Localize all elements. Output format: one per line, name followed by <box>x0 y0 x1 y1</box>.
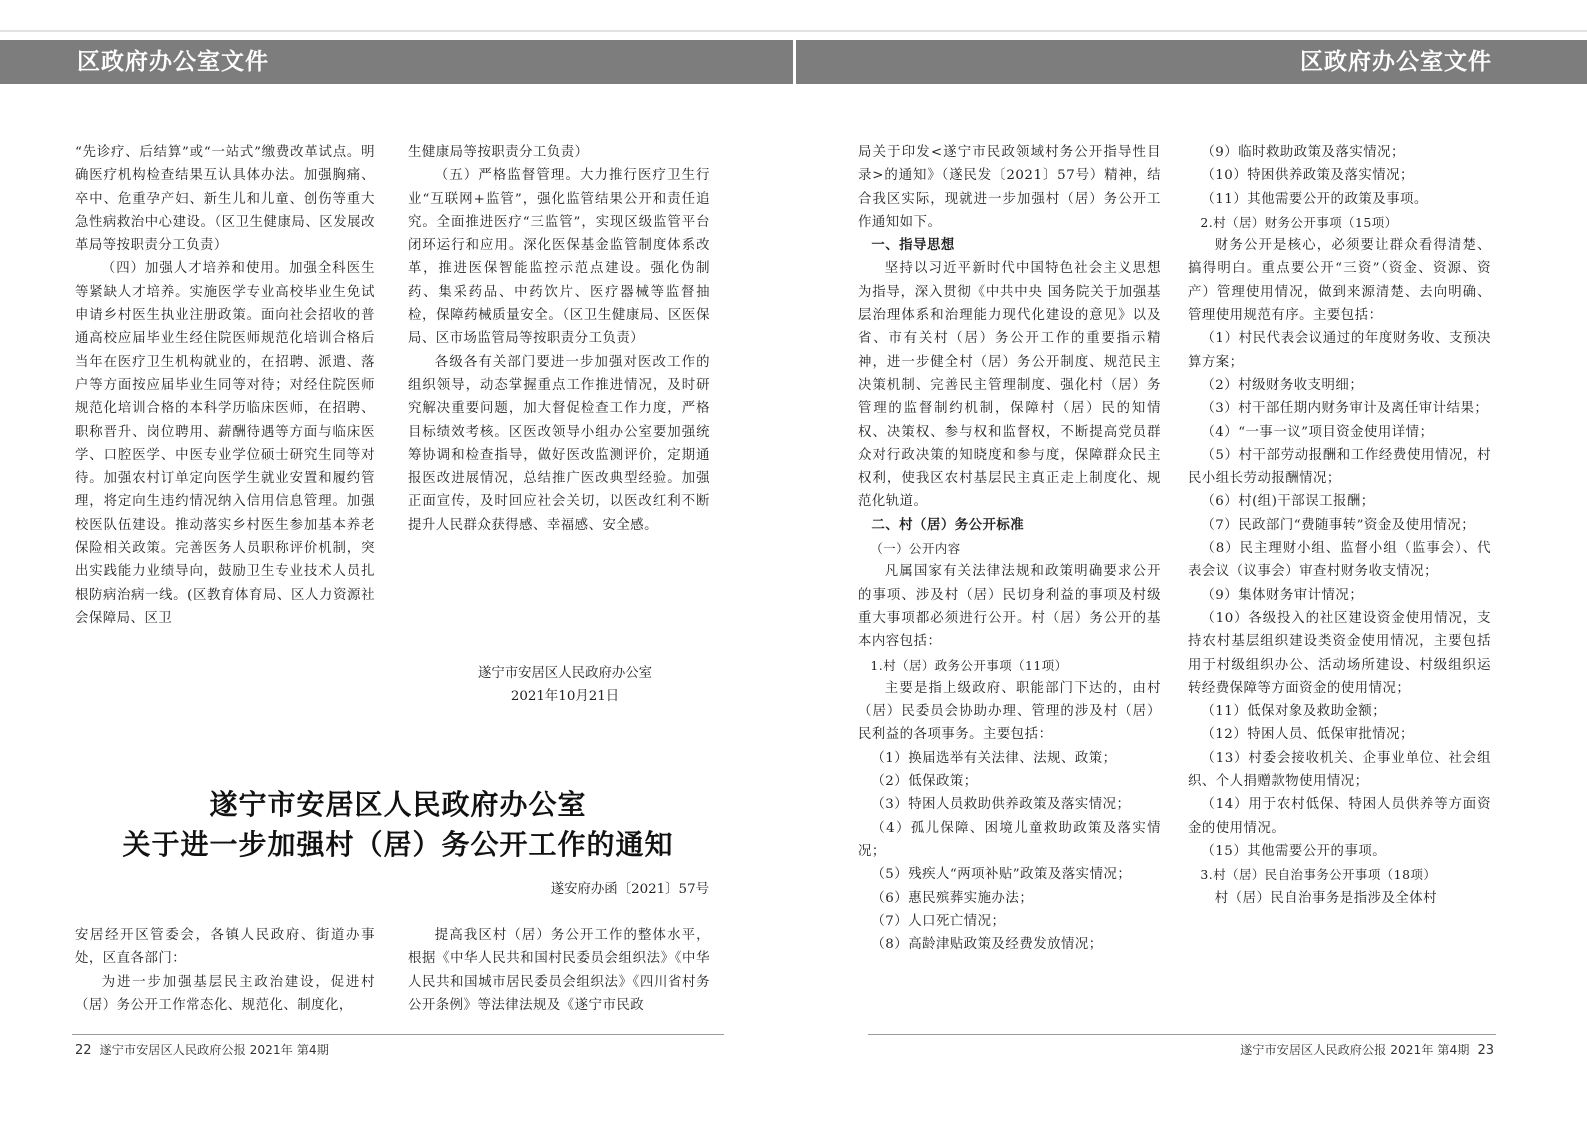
sub-heading: 1.村（居）政务公开事项（11项） <box>870 657 1068 673</box>
list-item: （14）用于农村低保、特困人员供养等方面资金的使用情况。 <box>1188 797 1491 836</box>
paragraph: 局关于印发<遂宁市民政领域村务公开指导性目录>的通知》（遂民发〔2021〕57号）精神，结合我区实际，现就进一步加强村（居）务公开工作通知如下。 <box>858 145 1161 230</box>
footer-left <box>75 1041 329 1058</box>
notice-column-a <box>75 924 375 1017</box>
paragraph: 为进一步加强基层民主政治建设，促进村（居）务公开工作常态化、规范化、制度化， <box>75 974 375 1013</box>
list-item: （5）残疾人“两项补贴”政策及落实情况； <box>871 867 1132 883</box>
list-item: （13）村委会接收机关、企事业单位、社会组织、个人捐赠款物使用情况； <box>1188 750 1491 790</box>
list-item: （5）村干部劳动报酬和工作经费使用情况，村民小组长劳动报酬情况； <box>1188 447 1491 487</box>
footer-publication-right: 遂宁市安居区人民政府公报 2021年 第4期 <box>1240 1043 1470 1057</box>
list-item: （1）村民代表会议通过的年度财务收、支预决算方案； <box>1188 331 1491 370</box>
list-item: （15）其他需要公开的事项。 <box>1201 843 1387 859</box>
list-item: （1）换届选举有关法律、法规、政策； <box>871 750 1117 766</box>
top-rule <box>0 30 1587 32</box>
list-item: （11）其他需要公开的政策及事项。 <box>1201 191 1428 207</box>
paragraph: 各级各有关部门要进一步加强对医改工作的组织领导，动态掌握重点工作推进情况，及时研究解决重要问题，加大督促检查工作力度，严格目标绩效考核。区医改领导小组办公室要加强统筹协调和检查指导，做好医改监测评价，定期通报医改进展情况，总结推广医改典型经验。加强正面宣传，及时回应社会关切，以医改红利不断提升人民群众获得感、幸福感、安全感。 <box>408 354 710 533</box>
paragraph: 主要是指上级政府、职能部门下达的，由村（居）民委员会协助办理、管理的涉及村（居）民利益的各项事务。主要包括： <box>858 680 1161 743</box>
list-item: （2）低保政策； <box>871 774 978 790</box>
signature-org: 遂宁市安居区人民政府办公室 <box>477 666 653 681</box>
list-item: （6）惠民殡葬实施办法； <box>871 890 1034 906</box>
notice-column-b <box>408 924 710 1017</box>
sub-heading: 3.村（居）民自治事务公开事项（18项） <box>1200 867 1437 883</box>
paragraph: 村（居）民自治事务是指涉及全体村 <box>1214 890 1438 906</box>
list-item: （4）“一事一议”项目资金使用详情； <box>1201 424 1434 440</box>
paragraph: 凡属国家有关法律法规和政策明确要求公开的事项、涉及村（居）民切身利益的事项及村级重大事项都必须进行公开。村（居）务公开的基本内容包括： <box>858 564 1161 650</box>
text-column-1 <box>75 141 375 630</box>
list-item: （4）孤儿保障、困境儿童救助政策及落实情况； <box>858 820 1161 859</box>
paragraph: 提高我区村（居）务公开工作的整体水平，根据《中华人民共和国村民委员会组织法》《中华人民共和国城市居民委员会组织法》《四川省村务公开条例》等法律法规及《遂宁市民政 <box>408 928 710 1013</box>
text-column-3 <box>858 141 1161 956</box>
header-title-right: 区政府办公室文件 <box>1300 49 1492 75</box>
list-item: （11）低保对象及救助金额； <box>1201 704 1387 720</box>
list-item: （2）村级财务收支明细； <box>1201 377 1364 393</box>
list-item: （3）村干部任期内财务审计及离任审计结果； <box>1201 401 1489 417</box>
sub-heading: （一）公开内容 <box>870 541 961 557</box>
page-number-right: 23 <box>1477 1043 1494 1058</box>
header-title-left: 区政府办公室文件 <box>77 49 269 75</box>
text-column-2 <box>408 141 710 537</box>
list-item: （10）各级投入的社区建设资金使用情况，支持农村基层组织建设类资金使用情况，主要包括用于村级组织办公、活动场所建设、村级组织运转经费保障等方面资金的使用情况； <box>1188 610 1491 696</box>
document-number: 遂安府办函〔2021〕57号 <box>550 882 709 897</box>
list-item: （9）集体财务审计情况； <box>1201 587 1364 603</box>
list-item: （8）民主理财小组、监督小组（监事会）、代表会议（议事会）审查村财务收支情况； <box>1188 541 1491 580</box>
footer-publication-left: 遂宁市安居区人民政府公报 2021年 第4期 <box>99 1043 329 1057</box>
list-item: （8）高龄津贴政策及经费发放情况； <box>871 937 1103 953</box>
signature-block <box>410 662 720 708</box>
list-item: （7）民政部门“费随事转”资金及使用情况； <box>1201 517 1476 533</box>
sub-heading: 2.村（居）财务公开事项（15项） <box>1200 214 1398 230</box>
list-item: （9）临时救助政策及落实情况； <box>1201 145 1405 160</box>
paragraph: （四）加强人才培养和使用。加强全科医生等紧缺人才培养。实施医学专业高校毕业生免试申请乡村医生执业注册政策。面向社会招收的普通高校应届毕业生经住院医师规范化培训合格后当年在医疗卫生机构就业的，在招聘、派遣、落户等方面按应届毕业生同等对待；对经住院医师规范化培训合格的本科学历临床医师，在招聘、职称晋升、岗位聘用、薪酬待遇等方面与临床医学、口腔医学、中医专业学位硕士研究生同等对待。加强农村订单定向医学生就业安置和履约管理，将定向生违约情况纳入信用信息管理。加强校医队伍建设。推动落实乡村医生参加基本养老保险相关政策。完善医务人员职称评价机制，突出实践能力业绩导向，鼓励卫生专业技术人员扎根防病治病一线。(区教育体育局、区人力资源社会保障局、区卫 <box>75 261 375 626</box>
paragraph: （五）严格监督管理。大力推行医疗卫生行业“互联网+监管”，强化监管结果公开和责任追究。全面推进医疗“三监管”，实现区级监管平台闭环运行和应用。深化医保基金监管制度体系改革，推进医保智能监控示范点建设。强化伪制药、集采药品、中药饮片、医疗器械等监督抽检，保障药械质量安全。（区卫生健康局、区医保局、区市场监管局等按职责分工负责） <box>408 168 710 347</box>
section-heading: 一、指导思想 <box>871 238 955 254</box>
list-item: （12）特困人员、低保审批情况； <box>1201 727 1414 743</box>
footer-rule-left <box>72 1034 724 1035</box>
notice-title-line-2: 关于进一步加强村（居）务公开工作的通知 <box>122 828 674 861</box>
notice-title <box>80 785 716 865</box>
footer-rule-right <box>868 1034 1496 1035</box>
signature-date: 2021年10月21日 <box>510 689 620 704</box>
paragraph: 安居经开区管委会，各镇人民政府、街道办事处，区直各部门： <box>75 928 375 967</box>
list-item: （3）特困人员救助供养政策及落实情况； <box>871 797 1131 813</box>
list-item: （10）特困供养政策及落实情况； <box>1201 168 1414 184</box>
list-item: （7）人口死亡情况； <box>871 913 1006 929</box>
paragraph: “先诊疗、后结算”或“一站式”缴费改革试点。明确医疗机构检查结果互认具体办法。加强胸痛、卒中、危重孕产妇、新生儿和儿童、创伤等重大急性病救治中心建设。（区卫生健康局、区发展改革局等按职责分工负责） <box>75 145 375 254</box>
notice-title-line-1: 遂宁市安居区人民政府办公室 <box>209 788 587 821</box>
footer-right <box>1240 1041 1494 1058</box>
page-number-left: 22 <box>75 1043 92 1058</box>
paragraph: 坚持以习近平新时代中国特色社会主义思想为指导，深入贯彻《中共中央 国务院关于加强基层治理体系和治理能力现代化建设的意见》以及省、市有关村（居）务公开工作的重要指示精神，进一步健全村（居）务公开制度、规范民主决策机制、完善民主管理制度、强化村（居）务管理的监督制约机制，保障村（居）民的知情权、决策权、参与权和监督权，不断提高党员群众对行政决策的知晓度和参与度，保障群众民主权利，使我区农村基层民主真正走上制度化、规范化轨道。 <box>858 261 1161 510</box>
paragraph: 财务公开是核心，必须要让群众看得清楚、搞得明白。重点要公开“三资”（资金、资源、资产）管理使用情况，做到来源清楚、去向明确、管理使用规范有序。主要包括： <box>1188 238 1491 324</box>
list-item: （6）村(组)干部误工报酬； <box>1201 494 1375 510</box>
text-column-4 <box>1188 141 1491 910</box>
paragraph: 生健康局等按职责分工负责） <box>408 145 589 160</box>
section-heading: 二、村（居）务公开标准 <box>871 517 1025 533</box>
